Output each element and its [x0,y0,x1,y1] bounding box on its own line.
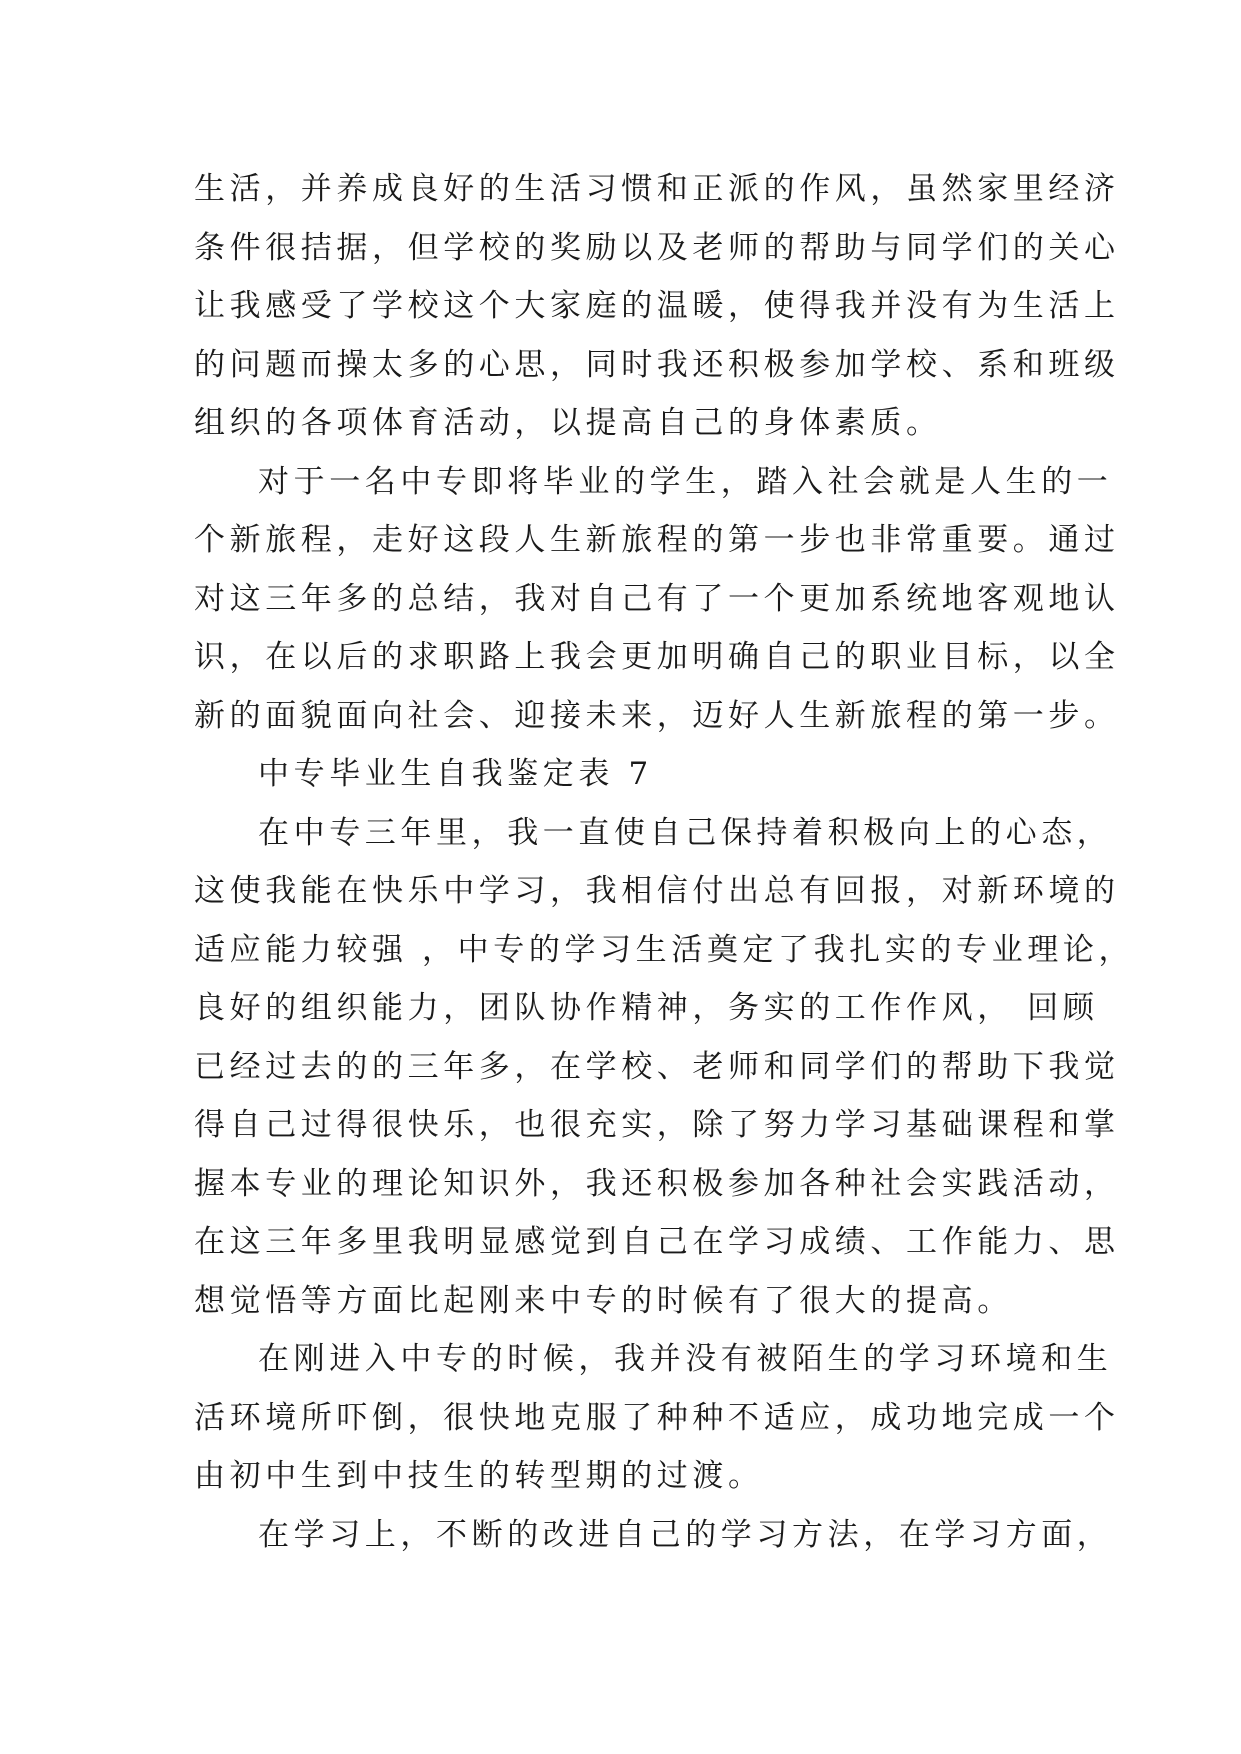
text-line: 新的面貌面向社会、迎接未来，迈好人生新旅程的第一步。 [194,697,1120,734]
text-line: 在这三年多里我明显感觉到自己在学习成绩、工作能力、思 [194,1224,1120,1260]
text-line: 想觉悟等方面比起刚来中专的时候有了很大的提高。 [194,1282,1013,1319]
text-line: 在中专三年里，我一直使自己保持着积极向上的心态， [258,814,1113,851]
text-line: 中专毕业生自我鉴定表 7 [258,756,653,792]
text-line: 让我感受了学校这个大家庭的温暖，使得我并没有为生活上 [194,288,1120,324]
text-line: 适应能力较强 ，中专的学习生活奠定了我扎实的专业理论， [194,931,1135,968]
text-line: 握本专业的理论知识外，我还积极参加各种社会实践活动， [194,1165,1120,1202]
text-line: 在学习上，不断的改进自己的学习方法，在学习方面， [258,1516,1113,1553]
text-line: 识，在以后的求职路上我会更加明确自己的职业目标，以全 [194,639,1120,675]
text-line: 良好的组织能力，团队协作精神，务实的工作作风， 回顾 [194,990,1099,1026]
document-body [194,160,1135,1564]
text-line: 生活，并养成良好的生活习惯和正派的作风，虽然家里经济 [194,171,1120,207]
text-line: 条件很拮据，但学校的奖励以及老师的帮助与同学们的关心 [194,229,1120,266]
text-line: 已经过去的的三年多，在学校、老师和同学们的帮助下我觉 [194,1048,1120,1085]
text-line: 个新旅程，走好这段人生新旅程的第一步也非常重要。通过 [194,522,1120,558]
text-line: 对这三年多的总结，我对自己有了一个更加系统地客观地认 [194,580,1120,617]
text-line: 活环境所吓倒，很快地克服了种种不适应，成功地完成一个 [194,1399,1120,1436]
text-line: 这使我能在快乐中学习，我相信付出总有回报，对新环境的 [194,873,1120,909]
text-line: 的问题而操太多的心思，同时我还积极参加学校、系和班级 [194,346,1120,383]
text-line: 在刚进入中专的时候，我并没有被陌生的学习环境和生 [258,1341,1113,1377]
text-line: 组织的各项体育活动，以提高自己的身体素质。 [194,405,942,441]
text-line: 对于一名中专即将毕业的学生，踏入社会就是人生的一 [258,463,1113,500]
text-line: 得自己过得很快乐，也很充实，除了努力学习基础课程和掌 [194,1107,1120,1143]
text-line: 由初中生到中技生的转型期的过渡。 [194,1458,764,1494]
